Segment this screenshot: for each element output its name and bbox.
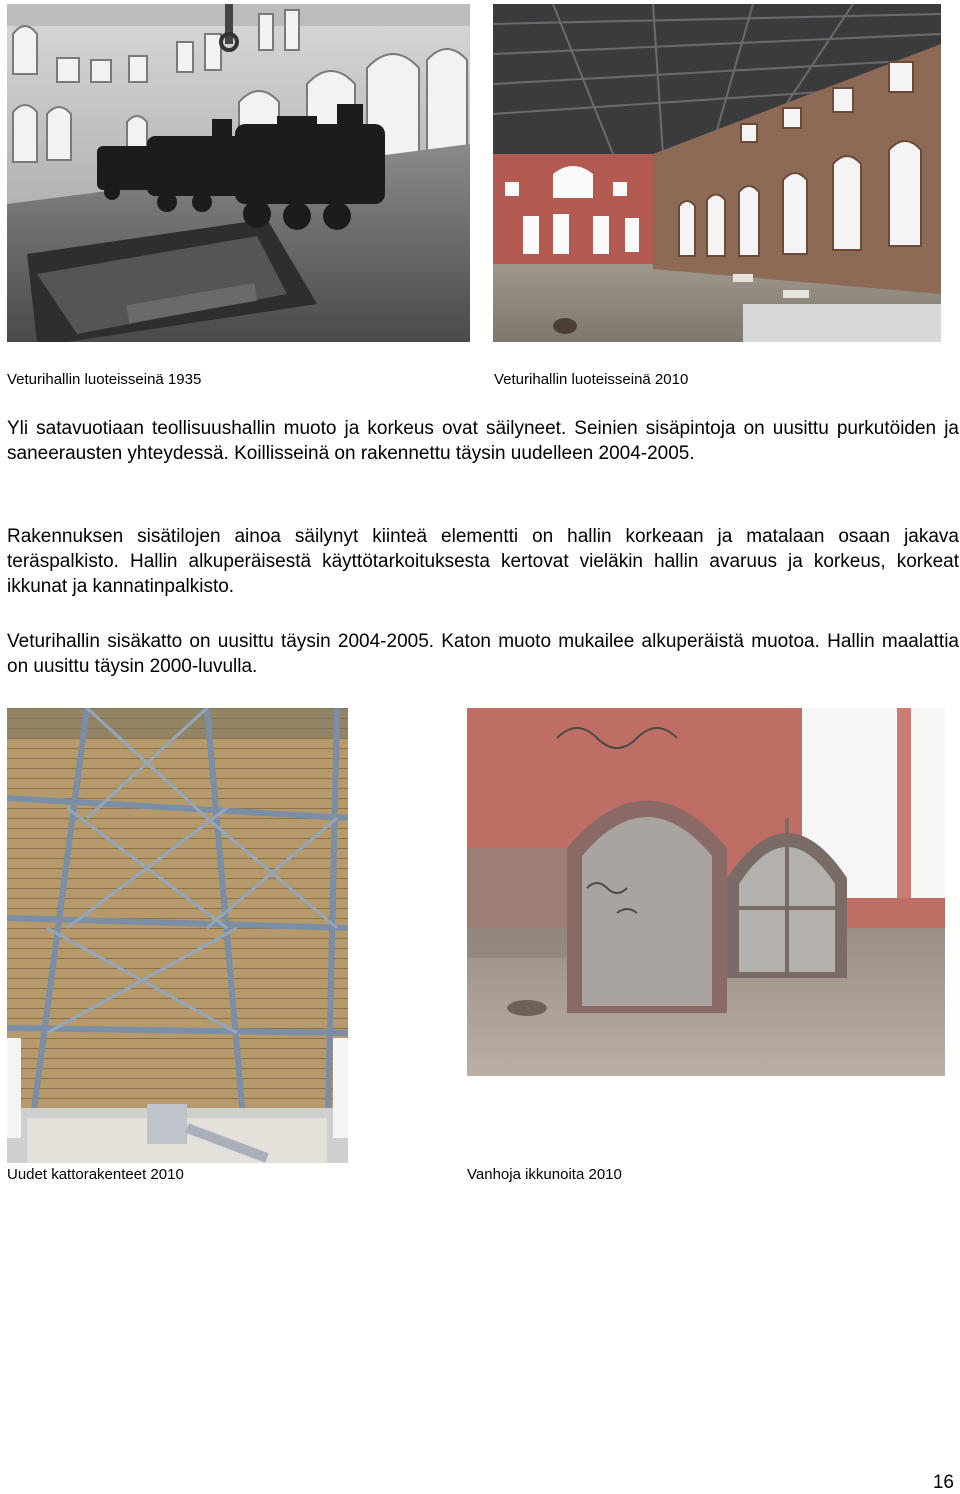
photo-new-ceiling — [7, 708, 348, 1163]
caption-new-ceiling: Uudet kattorakenteet 2010 — [7, 1166, 184, 1183]
photo-old-windows — [467, 708, 945, 1076]
photo-hall-2010 — [493, 4, 941, 342]
caption-hall-2010: Veturihallin luoteisseinä 2010 — [494, 371, 689, 388]
photo-hall-1935 — [7, 4, 470, 342]
page-number: 16 — [932, 1472, 954, 1493]
paragraph-1: Yli satavuotiaan teollisuushallin muoto ja korkeus ovat säilyneet. Seinien sisäpintoja on uusittu purkutöiden ja saneerausten yhteydessä. Koillisseinä on rakennettu täysin uudelleen 2004-2005. — [7, 418, 959, 464]
caption-hall-1935: Veturihallin luoteisseinä 1935 — [7, 371, 202, 388]
caption-old-windows: Vanhoja ikkunoita 2010 — [467, 1166, 622, 1183]
paragraph-3: Veturihallin sisäkatto on uusittu täysin 2004-2005. Katon muoto mukailee alkuperäistä muotoa. Hallin maalattia on uusittu täysin 2000-luvulla. — [7, 631, 959, 677]
paragraph-2: Rakennuksen sisätilojen ainoa säilynyt kiinteä elementti on hallin korkeaan ja matalaan osaan jakava teräspalkisto. Hallin alkuperäisestä käyttötarkoituksesta kertovat vieläkin hallin avaruus ja korkeus, korkeat ikkunat ja kannatinpalkisto. — [7, 526, 959, 597]
